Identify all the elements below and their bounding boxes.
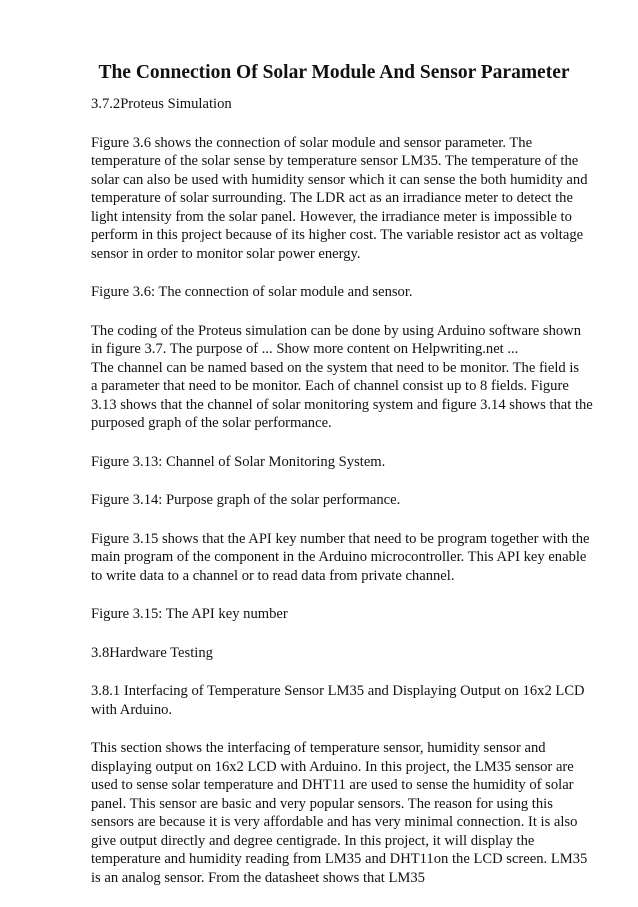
subsection-heading	[91, 682, 601, 719]
text-line: solar can also be used with humidity sensor which it can sense the both humidity and	[91, 171, 588, 188]
text-line: temperature of solar surrounding. The LDR act as an irradiance meter to detect the	[91, 190, 573, 206]
text-line: panel. This sensor are basic and very popular sensors. The reason for using this	[91, 795, 553, 812]
text-line: Figure 3.15 shows that the API key number that need to be program together with the	[91, 530, 590, 547]
text-line: This section shows the interfacing of temperature sensor, humidity sensor and	[91, 740, 546, 756]
section-heading	[91, 644, 601, 663]
text-line: perform in this project because of its higher cost. The variable resistor act as voltage	[91, 227, 584, 243]
text-line: light intensity from the solar panel. However, the irradiance meter is impossible to	[91, 208, 572, 225]
text-line: temperature of the solar sense by temperature sensor LM35. The temperature of the	[91, 153, 579, 169]
text-line: is an analog sensor. From the datasheet shows that LM35	[91, 869, 425, 886]
text-line: 3.8.1 Interfacing of Temperature Sensor LM35 and Displaying Output on 16x2 LCD	[91, 683, 585, 699]
text-line: used to sense solar temperature and DHT11 are used to sense the humidity of solar	[91, 777, 574, 793]
text-line: 3.13 shows that the channel of solar monitoring system and figure 3.14 shows that the	[91, 396, 593, 413]
text-line: Figure 3.14: Purpose graph of the solar performance.	[91, 492, 401, 508]
paragraph	[91, 530, 601, 586]
paragraph	[91, 134, 601, 264]
figure-caption	[91, 491, 601, 510]
text-line: purposed graph of the solar performance.	[91, 415, 332, 431]
text-line: The coding of the Proteus simulation can be done by using Arduino software shown	[91, 322, 582, 339]
figure-caption	[91, 453, 601, 472]
text-line: temperature and humidity reading from LM35 and DHT11on the LCD screen. LM35	[91, 851, 588, 867]
text-line: 3.7.2Proteus Simulation	[91, 96, 232, 112]
text-line: main program of the component in the Arduino microcontroller. This API key enable	[91, 549, 587, 565]
text-line: in figure 3.7. The purpose of ... Show more content on Helpwriting.net ...	[91, 341, 519, 357]
text-line: with Arduino.	[91, 701, 173, 718]
paragraph	[91, 739, 601, 887]
section-heading	[91, 95, 601, 114]
text-line: The channel can be named based on the system that need to be monitor. The field is	[91, 359, 580, 376]
text-line: to write data to a channel or to read data from private channel.	[91, 567, 455, 584]
text-line: sensors are because it is very affordable and has very minimal connection. It is also	[91, 814, 578, 830]
text-line: Figure 3.6 shows the connection of solar module and sensor parameter. The	[91, 134, 533, 151]
text-line: Figure 3.13: Channel of Solar Monitoring System.	[91, 453, 386, 470]
text-line: give output directly and degree centigrade. In this project, it will display the	[91, 832, 535, 849]
document-body	[91, 95, 601, 907]
paragraph	[91, 322, 601, 433]
text-line: 3.8Hardware Testing	[91, 644, 213, 661]
text-line: Figure 3.15: The API key number	[91, 606, 288, 622]
figure-caption	[91, 283, 601, 302]
page-title: The Connection Of Solar Module And Sensor Parameter	[98, 62, 570, 83]
text-line: a parameter that need to be monitor. Each of channel consist up to 8 fields. Figure	[91, 378, 569, 394]
text-line: displaying output on 16x2 LCD with Arduino. In this project, the LM35 sensor are	[91, 758, 574, 775]
figure-caption	[91, 605, 601, 624]
text-line: sensor in order to monitor solar power energy.	[91, 245, 361, 262]
text-line: Figure 3.6: The connection of solar module and sensor.	[91, 284, 413, 300]
